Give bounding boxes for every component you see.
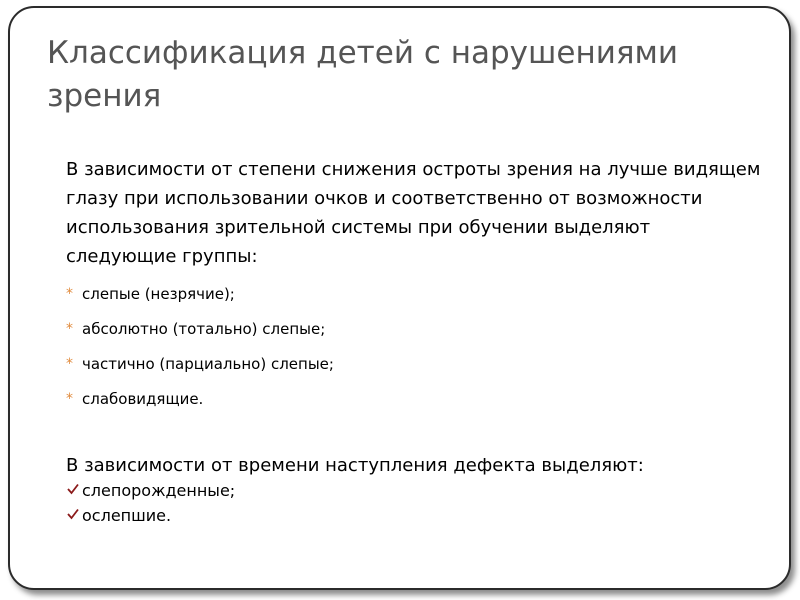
star-bullet-icon: * — [66, 286, 73, 302]
section2-heading: В зависимости от времени наступления дефекта выделяют: — [66, 455, 644, 476]
slide-body — [66, 155, 766, 528]
list-item — [66, 503, 766, 528]
star-bullet-icon: * — [66, 391, 73, 407]
list-item — [66, 278, 766, 313]
groups-list — [66, 278, 766, 418]
intro-paragraph: В зависимости от степени снижения остроты зрения на лучше видящем глазу при использовании очков и соответственно от возможности использования зрительной системы при обучении выделяют следующие группы: — [66, 159, 761, 267]
list-item — [66, 313, 766, 348]
slide-title: Классификация детей с нарушениями зрения — [47, 35, 679, 114]
list-item — [66, 383, 766, 418]
list-item-text: слепорожденные; — [82, 481, 236, 500]
star-bullet-icon: * — [66, 321, 73, 337]
list-item-text: абсолютно (тотально) слепые; — [82, 320, 326, 338]
list-item — [66, 478, 766, 503]
list-item-text: частично (парциально) слепые; — [82, 355, 334, 373]
star-bullet-icon: * — [66, 356, 73, 372]
list-item-text: ослепшие. — [82, 506, 172, 525]
list-item — [66, 348, 766, 383]
onset-list — [66, 478, 766, 528]
list-item-text: слабовидящие. — [82, 390, 204, 408]
checkmark-icon — [66, 503, 82, 528]
checkmark-icon — [66, 478, 82, 503]
list-item-text: слепые (незрячие); — [82, 285, 235, 303]
